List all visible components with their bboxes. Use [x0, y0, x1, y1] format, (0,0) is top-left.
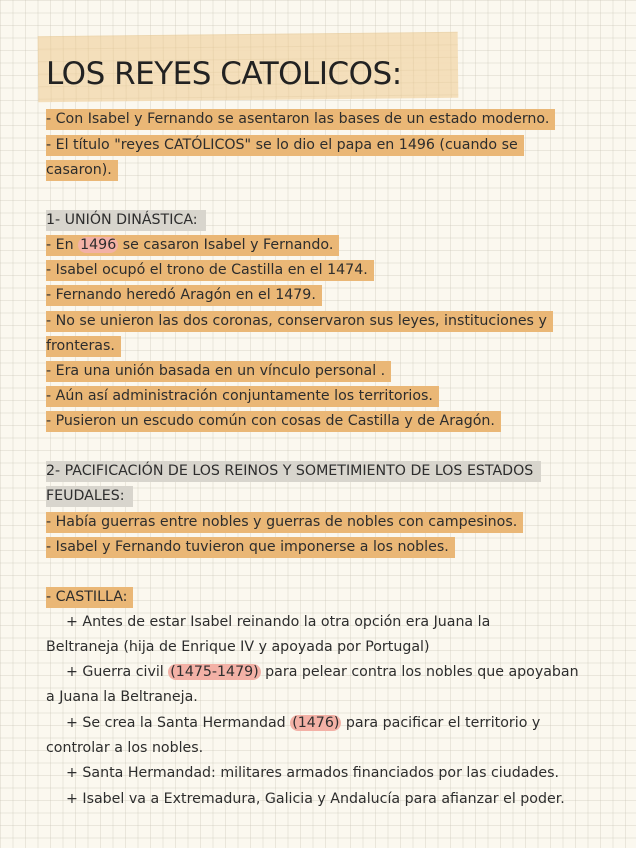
- s1-bullet-4-cont: fronteras.: [46, 336, 121, 356]
- intro-line-1: - Con Isabel y Fernando se asentaron las bases de un estado moderno.: [46, 109, 555, 129]
- castilla-heading: - CASTILLA:: [46, 587, 133, 607]
- castilla-point-2: + Guerra civil (1475-1479) para pelear contra los nobles que apoyaban: [66, 664, 579, 680]
- castilla-point-4: + Santa Hermandad: militares armados financiados por las ciudades.: [66, 765, 560, 781]
- s1-bullet-1: - En 1496 se casaron Isabel y Fernando.: [46, 235, 339, 255]
- date-highlight: 1496: [80, 237, 117, 253]
- castilla-point-5: + Isabel va a Extremadura, Galicia y Andalucía para afianzar el poder.: [66, 791, 565, 807]
- s1-bullet-2: - Isabel ocupó el trono de Castilla en el 1474.: [46, 260, 374, 280]
- s1-bullet-7: - Pusieron un escudo común con cosas de Castilla y de Aragón.: [46, 411, 501, 431]
- castilla-point-1: + Antes de estar Isabel reinando la otra opción era Juana la: [66, 614, 491, 630]
- s2-bullet-1: - Había guerras entre nobles y guerras de nobles con campesinos.: [46, 512, 523, 532]
- date-highlight: (1476): [292, 715, 340, 731]
- s2-bullet-2: - Isabel y Fernando tuvieron que imponerse a los nobles.: [46, 537, 455, 557]
- section-1-heading: 1- UNIÓN DINÁSTICA:: [46, 210, 206, 230]
- intro-line-2: - El título "reyes CATÓLICOS" se lo dio el papa en 1496 (cuando se: [46, 135, 524, 155]
- page-title: LOS REYES CATOLICOS:: [46, 56, 402, 92]
- castilla-point-1-cont: Beltraneja (hija de Enrique IV y apoyada por Portugal): [46, 639, 430, 655]
- castilla-point-3-cont: controlar a los nobles.: [46, 740, 204, 756]
- date-highlight: (1475-1479): [170, 664, 259, 680]
- castilla-point-2-cont: a Juana la Beltraneja.: [46, 689, 198, 705]
- section-2-heading: 2- PACIFICACIÓN DE LOS REINOS Y SOMETIMIENTO DE LOS ESTADOS: [46, 461, 541, 481]
- castilla-point-3: + Se crea la Santa Hermandad (1476) para pacificar el territorio y: [66, 715, 541, 731]
- s1-bullet-6: - Aún así administración conjuntamente los territorios.: [46, 386, 439, 406]
- s1-bullet-5: - Era una unión basada en un vínculo personal .: [46, 361, 391, 381]
- intro-line-3: casaron).: [46, 160, 118, 180]
- s1-bullet-4: - No se unieron las dos coronas, conservaron sus leyes, instituciones y: [46, 311, 553, 331]
- section-2-heading-cont: FEUDALES:: [46, 486, 133, 506]
- s1-bullet-3: - Fernando heredó Aragón en el 1479.: [46, 285, 322, 305]
